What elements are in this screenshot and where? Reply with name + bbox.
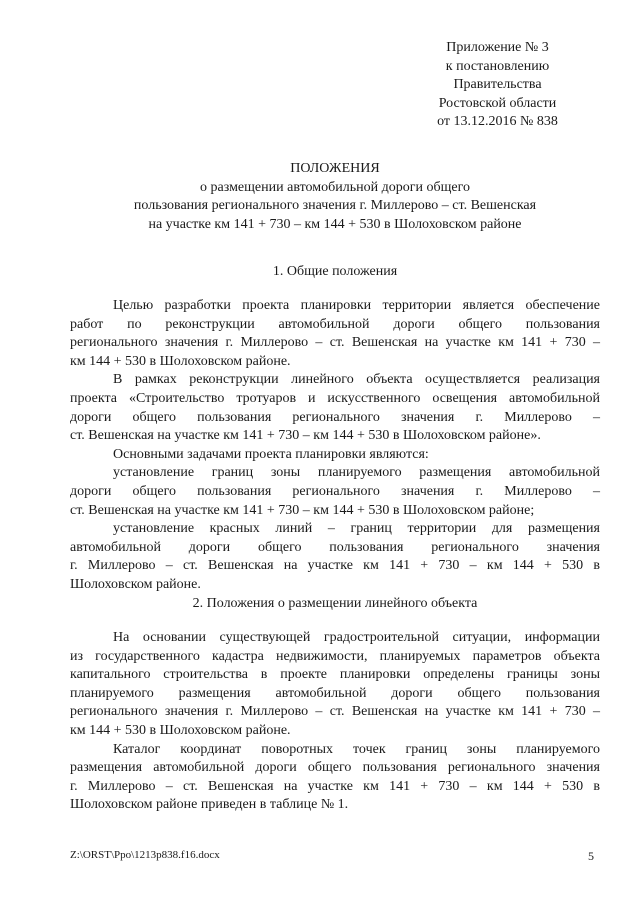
text-line: км 144 + 530 в Шолоховском районе. xyxy=(70,722,291,738)
text-line: регионального значения г. Миллерово – ст. Вешенская на участке км 141 + 730 – xyxy=(70,335,600,351)
text-line: установление красных линий – границ территории для размещения xyxy=(113,521,600,537)
title-line: ПОЛОЖЕНИЯ xyxy=(290,161,380,176)
text-line: планируемого размещения автомобильной дороги общего пользования xyxy=(70,685,600,701)
text-line: проекта «Строительство тротуаров и искусственного освещения автомобильной xyxy=(70,390,600,406)
text-line: г. Миллерово – ст. Вешенская на участке км 141 + 730 – км 144 + 530 в xyxy=(70,778,600,794)
text-line: г. Миллерово – ст. Вешенская на участке км 141 + 730 – км 144 + 530 в xyxy=(70,558,600,574)
text-line: ст. Вешенская на участке км 141 + 730 – км 144 + 530 в Шолоховском районе». xyxy=(70,428,541,444)
annex-line: Ростовской области xyxy=(438,95,557,111)
text-line: регионального значения г. Миллерово – ст. Вешенская на участке км 141 + 730 – xyxy=(70,704,600,720)
section-2-heading: 2. Положения о размещении линейного объекта xyxy=(192,596,478,611)
text-line: Целью разработки проекта планировки территории является обеспечение xyxy=(113,298,600,313)
annex-line: Приложение № 3 xyxy=(446,40,549,55)
text-line: размещения автомобильной дороги общего пользования регионального значения xyxy=(70,760,600,776)
text-line: работ по реконструкции автомобильной дороги общего пользования xyxy=(70,316,600,332)
paragraph xyxy=(70,520,600,594)
text-line: дороги общего пользования регионального значения г. Миллерово – xyxy=(70,483,600,499)
text-line: автомобильной дороги общего пользования регионального значения xyxy=(70,539,600,555)
text-line: Каталог координат поворотных точек границ зоны планируемого xyxy=(113,741,600,757)
annex-block xyxy=(380,39,615,132)
title-line: пользования регионального значения г. Миллерово – ст. Вешенская xyxy=(133,198,537,214)
text-line: ст. Вешенская на участке км 141 + 730 – км 144 + 530 в Шолоховском районе; xyxy=(70,502,535,518)
paragraph xyxy=(70,629,600,741)
text-line: дороги общего пользования регионального значения г. Миллерово – xyxy=(70,409,600,425)
section-2-body xyxy=(70,629,600,815)
text-line: В рамках реконструкции линейного объекта осуществляется реализация xyxy=(113,372,600,388)
text-line: Основными задачами проекта планировки являются: xyxy=(113,446,429,462)
paragraph xyxy=(70,464,600,520)
footer-file-path: Z:\ORST\Ppo\1213p838.f16.docx xyxy=(70,849,220,861)
annex-line: от 13.12.2016 № 838 xyxy=(437,114,558,130)
annex-line: к постановлению xyxy=(445,58,550,74)
annex-line: Правительства xyxy=(453,77,542,93)
text-line: из государственного кадастра недвижимости, планируемых параметров объекта xyxy=(70,648,600,664)
text-line: Шолоховском районе. xyxy=(70,576,201,592)
document-title xyxy=(60,160,610,234)
section-1-heading: 1. Общие положения xyxy=(272,264,398,279)
text-line: Шолоховском районе приведен в таблице № 1. xyxy=(70,797,349,813)
section-1-body xyxy=(70,297,600,595)
paragraph xyxy=(70,446,600,465)
page-number: 5 xyxy=(588,849,594,863)
title-line: о размещении автомобильной дороги общего xyxy=(200,179,470,195)
text-line: капитального строительства в проекте планировки определены границы зоны xyxy=(70,667,600,683)
paragraph xyxy=(70,741,600,815)
text-line: На основании существующей градостроительной ситуации, информации xyxy=(113,630,600,645)
paragraph xyxy=(70,297,600,371)
text-line: установление границ зоны планируемого размещения автомобильной xyxy=(113,465,600,481)
paragraph xyxy=(70,371,600,445)
title-line: на участке км 141 + 730 – км 144 + 530 в Шолоховском районе xyxy=(148,216,522,232)
text-line: км 144 + 530 в Шолоховском районе. xyxy=(70,353,291,369)
